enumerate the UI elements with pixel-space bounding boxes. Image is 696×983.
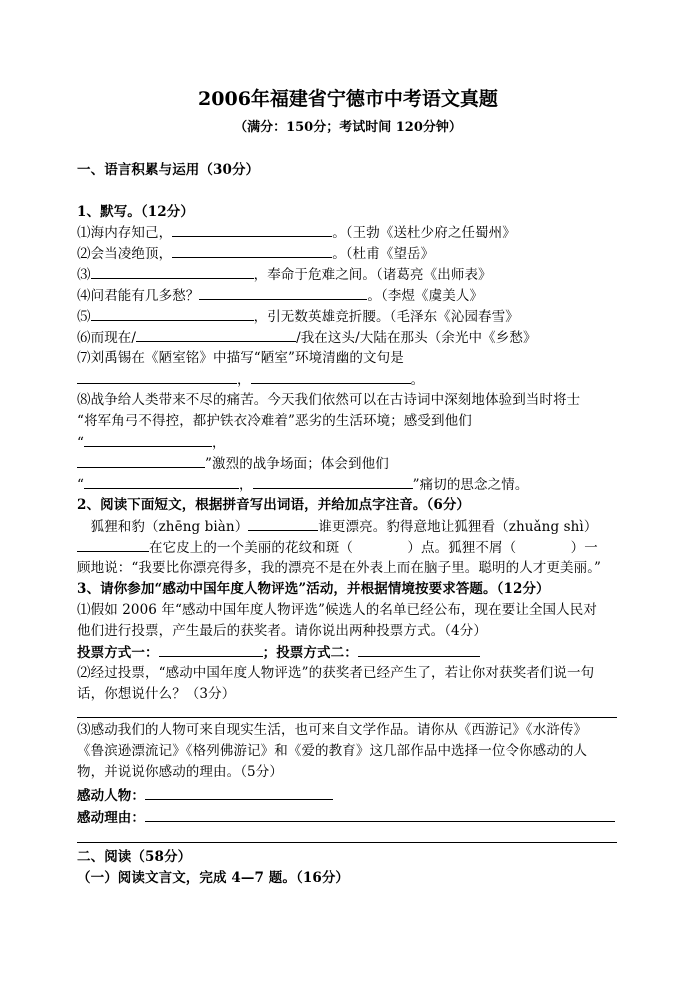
answer-blank[interactable] [91,264,254,279]
q1-line-6-text: ⑹而现在/ [77,330,137,346]
quote-open: “ [77,477,85,493]
moving-person-label: 感动人物： [77,788,145,804]
q3-reason-extra-line[interactable] [77,842,617,843]
q1-line-1-source: 。（王勃《送杜少府之任蜀州》 [332,225,516,241]
q3-person-line [77,785,637,806]
q3-p3b: 《鲁滨逊漂流记》《格列佛游记》和《爱的教育》这几部作品中选择一位令你感动的人 [77,743,588,759]
q1-line-7-answer [77,369,637,390]
section-2a-heading: （一）阅读文言文，完成 4—7 题。（16分） [77,870,350,886]
answer-blank[interactable] [253,474,413,489]
moving-person-blank[interactable] [145,785,333,800]
q3-p1b: 他们进行投票，产生最后的获奖者。请你说出两种投票方式。（4分） [77,623,487,639]
q3-p2-answer-line[interactable] [77,717,617,718]
page-title: 2006年福建省宁德市中考语文真题 [198,88,498,110]
answer-blank[interactable] [77,537,149,552]
answer-blank[interactable] [172,222,332,237]
q3-p2b: 话，你想说什么？（3分） [77,686,236,702]
q1-line-5-source: ，引无数英雄竞折腰。（毛泽东《沁园春雪》 [253,309,519,325]
answer-blank[interactable] [77,369,237,384]
q2-line-2-text: 在它皮上的一个美丽的花纹和斑（ ）点。狐狸不屑（ ）一 [149,540,598,556]
quote-open: “ [77,435,85,451]
vote-method-1-label: 投票方式一： [77,645,159,661]
q2-line-1 [77,516,637,537]
vote-method-2-label: ；投票方式二： [262,645,358,661]
q2-line-3: 顾地说：“我要比你漂亮得多，我的漂亮不是在外表上而在脑子里。聪明的人才更美丽。” [77,560,602,576]
page-subtitle: （满分：150分；考试时间 120分钟） [234,120,462,135]
q1-line-4-text: ⑷问君能有几多愁？ [77,288,200,304]
answer-blank[interactable] [251,369,411,384]
q3-p3a: ⑶感动我们的人物可来自现实生活，也可来自文学作品。请你从《西游记》《水浒传》 [77,722,588,738]
comma: ， [212,435,226,451]
answer-blank[interactable] [91,306,254,321]
answer-blank[interactable] [172,243,332,258]
answer-blank[interactable] [136,327,296,342]
q1-line-5 [77,306,637,327]
q1-line-3 [77,264,637,285]
q3-p3c: 物，并说说你感动的理由。（5分） [77,764,283,780]
q1-line-8e [77,474,637,495]
q1-line-6 [77,327,637,348]
q1-line-8e-text: ”痛切的思念之情。 [412,477,529,493]
q1-line-6-source: /我在这头/大陆在那头（余光中《乡愁》 [296,330,537,346]
q2-line-1-rest: 谁更漂亮。豹得意地让狐狸看（zhuǎng shì） [318,519,598,535]
q1-line-3-source: ，奉命于危难之间。（诸葛亮《出师表》 [253,267,492,283]
period: 。 [410,372,425,388]
q1-line-8d-text: ”激烈的战争场面；体会到他们 [205,456,389,472]
moving-reason-label: 感动理由： [77,810,145,826]
q1-line-3-text: ⑶ [77,267,91,283]
section-1-heading: 一、语言积累与运用（30分） [77,162,260,178]
moving-reason-blank[interactable] [145,807,615,822]
q3-vote-line [77,642,637,663]
q3-heading: 3、请你参加“感动中国年度人物评选”活动，并根据情境按要求答题。（12分） [77,581,550,597]
vote-method-2-blank[interactable] [358,642,480,657]
answer-blank[interactable] [199,285,367,300]
q1-line-2-text: ⑵会当凌绝顶， [77,246,173,262]
q1-line-2-source: 。（杜甫《望岳》 [332,246,435,262]
answer-blank[interactable] [77,453,205,468]
q3-reason-line [77,807,637,828]
q1-line-5-text: ⑸ [77,309,91,325]
q1-line-1 [77,222,637,243]
q1-line-8a: ⑻战争给人类带来不尽的痛苦。今天我们依然可以在古诗词中深刻地体验到当时将士 [77,392,581,408]
comma: ， [237,372,251,388]
q1-line-8b: “将军角弓不得控，都护铁衣冷难着”恶劣的生活环境；感受到他们 [77,413,472,429]
vote-method-1-blank[interactable] [159,642,263,657]
section-2-heading: 二、阅读（58分） [77,849,192,865]
answer-blank[interactable] [84,474,239,489]
q2-line-2 [77,537,637,558]
q1-line-8d [77,453,637,474]
q1-line-4 [77,285,637,306]
q1-line-4-source: 。（李煜《虞美人》 [367,288,484,304]
q1-line-7: ⑺刘禹锡在《陋室铭》中描写“陋室”环境清幽的文句是 [77,350,404,366]
q3-p2a: ⑵经过投票，“感动中国年度人物评选”的获奖者已经产生了，若让你对获奖者们说一句 [77,665,595,681]
q1-line-1-text: ⑴海内存知己， [77,225,173,241]
q2-heading: 2、阅读下面短文，根据拼音写出词语，并给加点字注音。（6分） [77,497,471,513]
q1-heading: 1、默写。（12分） [77,204,194,220]
q3-p1a: ⑴假如 2006 年“感动中国年度人物评选”候选人的名单已经公布，现在要让全国人民对 [77,602,597,618]
q1-line-8c [77,432,637,453]
comma: ， [239,477,253,493]
q2-line-1-text: 狐狸和豹（zhēng biàn） [77,519,249,535]
q1-line-2 [77,243,637,264]
answer-blank[interactable] [84,432,212,447]
answer-blank[interactable] [248,516,318,531]
